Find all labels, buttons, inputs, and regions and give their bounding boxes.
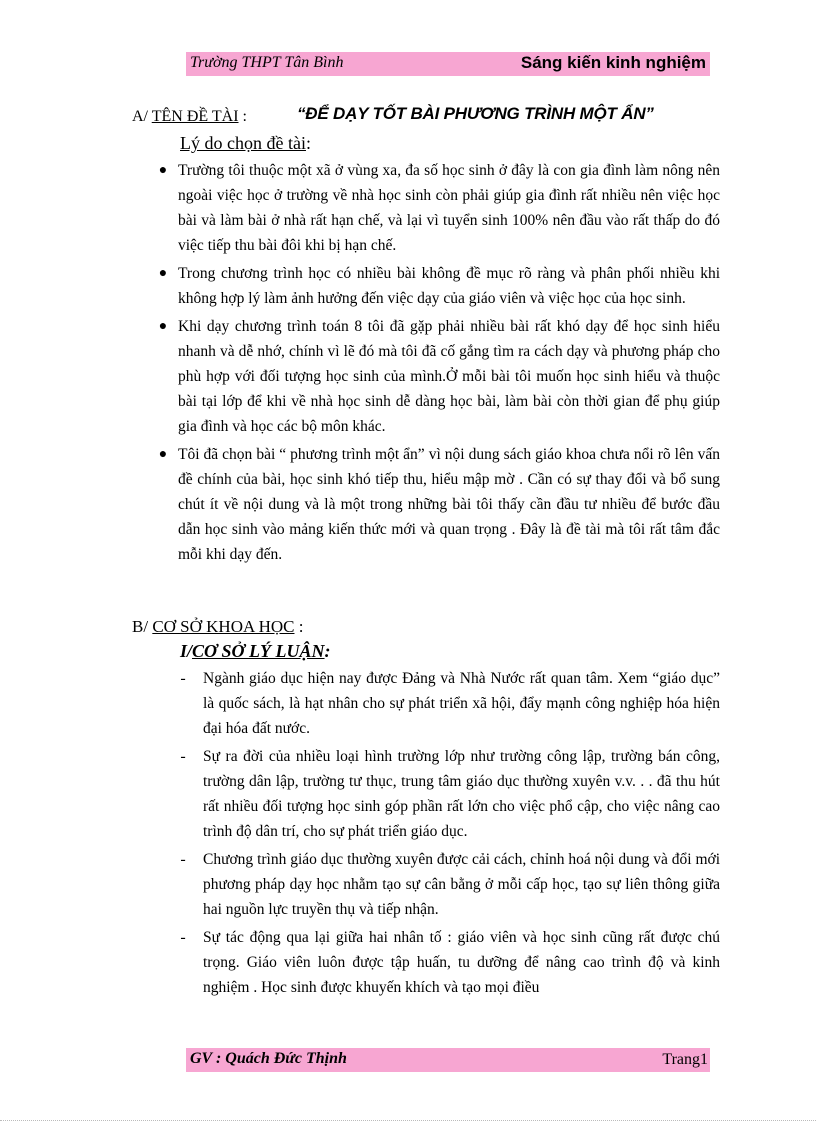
list-item: [155, 847, 720, 922]
page-header: [186, 52, 710, 76]
list-item: [155, 261, 720, 311]
subsection-prefix: I/: [180, 641, 193, 661]
subsection-suffix: :: [324, 641, 331, 661]
page-boundary: [0, 1120, 816, 1121]
list-item: [155, 744, 720, 844]
reason-heading-text: Lý do chọn đề tài: [180, 133, 306, 153]
list-item: [155, 666, 720, 741]
list-item: [155, 314, 720, 439]
bullet-icon: ●: [158, 319, 168, 334]
reason-text: Khi dạy chương trình toán 8 tôi đã gặp phải nhiều bài rất khó dạy để học sinh hiểu nhanh và dễ nhớ, chính vì lẽ đó mà tôi đã cố gắng tìm ra cách dạy và phương pháp cho phù hợp với đối tượng học sinh của mình.Ở mỗi bài tôi muốn học sinh hiểu và thuộc bài tại lớp để khi về nhà học sinh dễ dàng học bài, làm bài còn thời gian để phụ giúp gia đình và học các bộ môn khác.: [178, 318, 720, 435]
dash-icon: -: [180, 929, 186, 946]
dash-icon: -: [180, 670, 186, 687]
section-a-label: TÊN ĐỀ TÀI: [151, 108, 239, 125]
reason-text: Trong chương trình học có nhiều bài không đề mục rõ ràng và phân phối nhiều khi không hợp lý làm ảnh hưởng đến việc dạy của giáo viên và việc học của học sinh.: [178, 265, 720, 307]
subsection-heading: [180, 641, 331, 662]
theory-list: [155, 666, 720, 1003]
footer-author: GV : Quách Đức Thịnh: [190, 1050, 347, 1067]
reason-heading: [180, 133, 311, 154]
point-text: Sự tác động qua lại giữa hai nhân tố : giáo viên và học sinh cũng rất được chú trọng. Giáo viên luôn được tập huấn, tu dưỡng để nâng cao trình độ và kinh nghiệm . Học sinh được khuyến khích và tạo mọi điều: [203, 929, 720, 996]
section-b-label: CƠ SỞ KHOA HỌC: [152, 617, 295, 636]
header-doc-type: Sáng kiến kinh nghiệm: [520, 53, 706, 72]
bullet-icon: ●: [158, 163, 168, 178]
section-a-suffix: :: [242, 108, 247, 125]
reason-text: Tôi đã chọn bài “ phương trình một ẩn” vì nội dung sách giáo khoa chưa nổi rõ lên vấn đề chính của bài, học sinh khó tiếp thu, hiểu mập mờ . Cần có sự thay đổi và bổ sung chút ít về nội dung và là một trong những bài tôi thấy cần đầu tư nhiều để bước đầu dẫn học sinh vào mảng kiến thức mới và quan trọng . Đây là đề tài mà tôi rất tâm đắc mỗi khi dạy đến.: [178, 446, 720, 563]
list-item: [155, 158, 720, 258]
reason-heading-suffix: :: [305, 133, 311, 153]
section-b-suffix: :: [298, 617, 304, 636]
point-text: Chương trình giáo dục thường xuyên được cải cách, chỉnh hoá nội dung và đổi mới phương pháp dạy học nhằm tạo sự cân bằng ở mỗi cấp học, tạo sự liên thông giữa hai nguồn lực truyền thụ và tiếp nhận.: [203, 851, 720, 918]
dash-icon: -: [180, 748, 186, 765]
list-item: [155, 925, 720, 1000]
dash-icon: -: [180, 851, 186, 868]
section-b-prefix: B/: [132, 617, 149, 636]
subsection-title: CƠ SỞ LÝ LUẬN: [192, 641, 325, 661]
section-b-heading: [132, 617, 303, 637]
section-a-heading: [132, 108, 247, 126]
reason-text: Trường tôi thuộc một xã ở vùng xa, đa số học sinh ở đây là con gia đình làm nông nên ngoài việc học ở trường về nhà học sinh còn phải giúp gia đình rất nhiều nên việc học bài và làm bài ở nhà rất hạn chế, và lại vì tuyển sinh 100% nên đầu vào rất thấp do đó việc tiếp thu bài đôi khi bị hạn chế.: [178, 162, 720, 254]
list-item: [155, 442, 720, 567]
point-text: Sự ra đời của nhiều loại hình trường lớp như trường công lập, trường bán công, trường dân lập, trường tư thục, trung tâm giáo dục thường xuyên v.v. . . đã thu hút rất nhiều đối tượng học sinh góp phần rất lớn cho việc phổ cập, cho việc nâng cao trình độ dân trí, cho sự phát triển giáo dục.: [203, 748, 720, 840]
document-title: “ĐỂ DẠY TỐT BÀI PHƯƠNG TRÌNH MỘT ẨN”: [297, 104, 654, 123]
section-a-prefix: A/: [132, 108, 148, 125]
bullet-icon: ●: [158, 447, 168, 462]
footer-page-number: Trang1: [662, 1051, 708, 1068]
page-footer: [186, 1048, 710, 1072]
point-text: Ngành giáo dục hiện nay được Đảng và Nhà Nước rất quan tâm. Xem “giáo dục” là quốc sách, là hạt nhân cho sự phát triển xã hội, đẩy mạnh công nghiệp hóa hiện đại hóa đất nước.: [203, 670, 720, 737]
reason-list: [155, 158, 720, 570]
header-school: Trường THPT Tân Bình: [190, 54, 344, 71]
bullet-icon: ●: [158, 266, 168, 281]
